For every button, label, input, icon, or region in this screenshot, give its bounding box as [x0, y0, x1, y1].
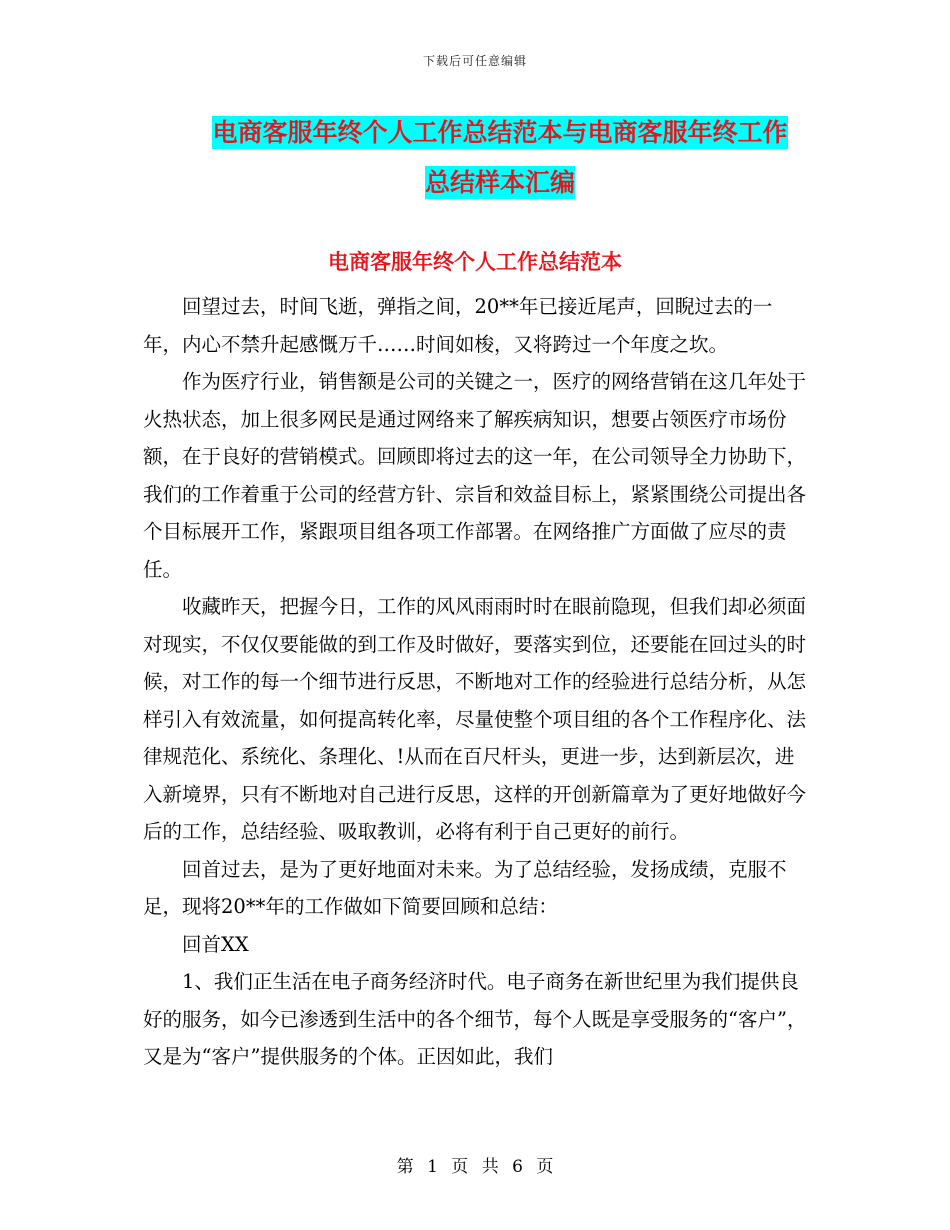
footer-total-pages: 6	[512, 1157, 523, 1177]
paragraph: 回首XX	[182, 932, 249, 956]
section-title: 电商客服年终个人工作总结范本	[328, 250, 622, 274]
paragraph: 收藏昨天，把握今日，工作的风风雨雨时时在眼前隐现，但我们却必须面对现实，不仅仅要能做的到工作及时做好，要落实到位，还要能在回过头的时候，对工作的每一个细节进行反思，不断地对工作的经验进行总结分析，从怎样引入有效流量，如何提高转化率，尽量使整个项目组的各个工作程序化、法律规范化、系统化、条理化、!从而在百尺杆头，更进一步，达到新层次，进入新境界，只有不断地对自己进行反思，这样的开创新篇章为了更好地做好今后的工作，总结经验、吸取教训，必将有利于自己更好的前行。	[143, 595, 807, 843]
footer-page-prefix: 第	[396, 1157, 414, 1177]
footer-page-number: 1	[427, 1157, 438, 1177]
page-footer	[0, 1152, 950, 1177]
document-title	[150, 108, 850, 208]
paragraph: 1、我们正生活在电子商务经济时代。电子商务在新世纪里为我们提供良好的服务，如今已渗透到生活中的各个细节，每个人既是享受服务的“客户”，又是为“客户”提供服务的个体。正因如此，我们	[143, 970, 807, 1068]
paragraph: 回望过去，时间飞逝，弹指之间，20**年已接近尾声，回睨过去的一年，内心不禁升起感慨万千……时间如梭，又将跨过一个年度之坎。	[143, 295, 773, 356]
footer-total-suffix: 页	[536, 1157, 554, 1177]
footer-page-suffix: 页	[451, 1157, 469, 1177]
header-note: 下载后可任意编辑	[422, 54, 527, 68]
title-line-2: 总结样本汇编	[424, 168, 575, 197]
paragraph: 回首过去，是为了更好地面对未来。为了总结经验，发扬成绩，克服不足，现将20**年的工作做如下简要回顾和总结：	[143, 857, 787, 918]
document-body	[143, 288, 809, 1076]
footer-total-prefix: 共	[481, 1157, 499, 1177]
paragraph: 作为医疗行业，销售额是公司的关键之一，医疗的网络营销在这几年处于火热状态，加上很多网民是通过网络来了解疾病知识，想要占领医疗市场份额，在于良好的营销模式。回顾即将过去的这一年，在公司领导全力协助下，我们的工作着重于公司的经营方针、宗旨和效益目标上，紧紧围绕公司提出各个目标展开工作，紧跟项目组各项工作部署。在网络推广方面做了应尽的责任。	[143, 370, 807, 581]
title-line-1: 电商客服年终个人工作总结范本与电商客服年终工作	[212, 118, 788, 147]
